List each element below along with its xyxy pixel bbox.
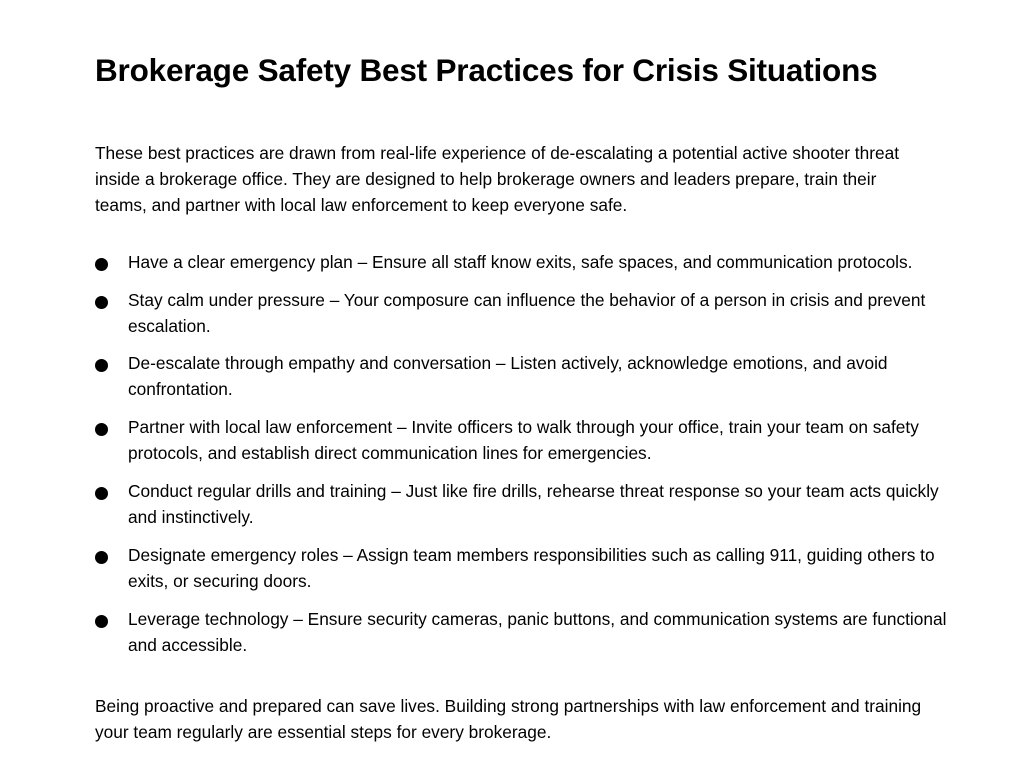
bullet-dot-icon bbox=[95, 607, 128, 631]
list-item bbox=[95, 250, 955, 276]
best-practices-list bbox=[95, 250, 955, 659]
list-item bbox=[95, 288, 955, 340]
list-item bbox=[95, 607, 955, 659]
list-item-text: Designate emergency roles – Assign team members responsibilities such as calling 911, guiding others to exits, or securing doors. bbox=[128, 545, 935, 592]
intro-paragraph: These best practices are drawn from real-life experience of de-escalating a potential active shooter threat inside a brokerage office. They are designed to help brokerage owners and leaders prepare, train their teams, and partner with local law enforcement to keep everyone safe. bbox=[95, 142, 899, 216]
list-item-text: Leverage technology – Ensure security cameras, panic buttons, and communication systems are functional and accessible. bbox=[128, 608, 947, 655]
list-item-text: Partner with local law enforcement – Invite officers to walk through your office, train your team on safety protocols, and establish direct communication lines for emergencies. bbox=[128, 417, 919, 464]
page-title: Brokerage Safety Best Practices for Crisis Situations bbox=[95, 52, 878, 88]
closing-paragraph: Being proactive and prepared can save lives. Building strong partnerships with law enforcement and training your team regularly are essential steps for every brokerage. bbox=[95, 695, 922, 743]
list-item bbox=[95, 479, 955, 531]
bullet-dot-icon bbox=[95, 288, 128, 312]
list-item bbox=[95, 543, 955, 595]
list-item-text: Stay calm under pressure – Your composure can influence the behavior of a person in crisis and prevent escalation. bbox=[128, 289, 926, 336]
bullet-dot-icon bbox=[95, 250, 128, 274]
list-item bbox=[95, 351, 955, 403]
list-item bbox=[95, 415, 955, 467]
bullet-dot-icon bbox=[95, 415, 128, 439]
list-item-text: Conduct regular drills and training – Just like fire drills, rehearse threat response so your team acts quickly and instinctively. bbox=[128, 481, 939, 528]
bullet-dot-icon bbox=[95, 543, 128, 567]
list-item-text: De-escalate through empathy and conversation – Listen actively, acknowledge emotions, and avoid confrontation. bbox=[128, 353, 888, 400]
list-item-text: Have a clear emergency plan – Ensure all staff know exits, safe spaces, and communication protocols. bbox=[128, 251, 913, 272]
bullet-dot-icon bbox=[95, 351, 128, 375]
document-body bbox=[95, 52, 955, 763]
bullet-dot-icon bbox=[95, 479, 128, 503]
